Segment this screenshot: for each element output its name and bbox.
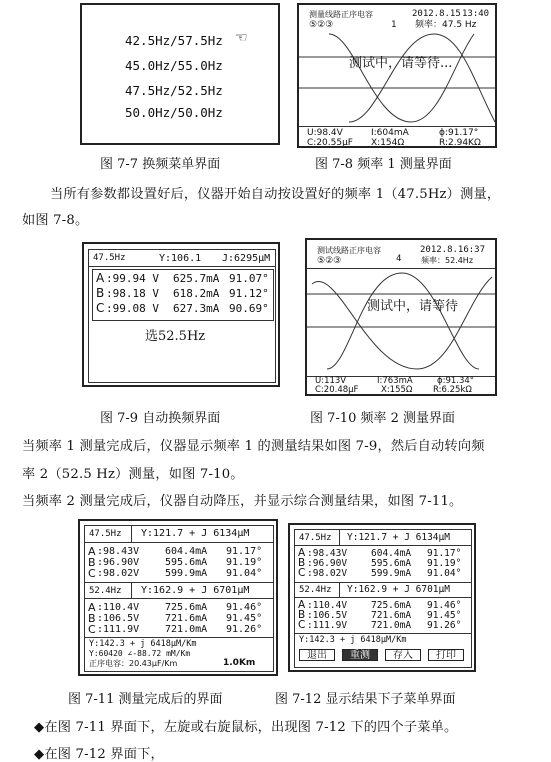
caption-7-8: 图 7-8 频率 1 测量界面	[315, 157, 452, 172]
phase-voltage: :111.9V	[307, 620, 348, 631]
phase-current: 599.9mA	[165, 568, 208, 579]
retest-button[interactable]: 重测	[342, 649, 378, 661]
paragraph-3: 当频率 2 测量完成后，仪器自动降压，并显示综合测量结果，如图 7-11。	[22, 494, 463, 509]
capacitance: C:20.55μF	[307, 138, 353, 148]
freq1: 47.5Hz	[89, 529, 122, 539]
admittance1: Y:121.7 + J 6134μM	[347, 532, 450, 543]
admittance2: Y:162.9 + J 6701μM	[347, 584, 450, 595]
phase-angle: 91.12°	[229, 287, 269, 300]
line-length: 1.0Km	[223, 658, 256, 668]
fig7-12-screen	[288, 523, 476, 672]
phase-label: C	[96, 301, 105, 315]
phase-current: 721.0mA	[371, 620, 412, 631]
phase: ϕ:91.34°	[437, 376, 475, 386]
phase-current: 604.4mA	[371, 548, 412, 559]
current: I:604mA	[371, 128, 409, 138]
phase-angle: 91.46°	[427, 600, 462, 611]
phase-current: 721.0mA	[165, 624, 208, 635]
frequency: 47.5Hz	[93, 253, 126, 263]
phase-angle: 91.19°	[427, 558, 462, 569]
phase-angle: 91.04°	[427, 568, 462, 579]
freq2: 52.4Hz	[89, 586, 122, 596]
reactance: X:155Ω	[381, 385, 413, 395]
freq1: 47.5Hz	[299, 533, 332, 543]
resistance: R:2.94KΩ	[439, 138, 481, 148]
phase-label: A	[88, 601, 96, 614]
phase-label: C	[298, 619, 306, 631]
hand-pointer-icon: ☜	[235, 30, 248, 46]
phase-voltage: :99.94 V	[106, 272, 159, 285]
indicators: ⑤②③	[317, 256, 342, 266]
phase-label: A	[96, 271, 105, 285]
capacitance: C:20.48μF	[315, 385, 359, 395]
freq-option-2[interactable]: 45.0Hz/55.0Hz	[125, 58, 223, 73]
phase-voltage: :98.18 V	[106, 287, 159, 300]
testing-message: 测试中，请等待...	[349, 56, 453, 71]
phase-current: 721.6mA	[165, 613, 208, 624]
admittance2: Y:162.9 + J 6701μM	[141, 585, 250, 596]
measure-number: 1	[391, 20, 397, 30]
phase-angle: 91.45°	[226, 613, 263, 624]
phase-current: 599.9mA	[371, 568, 412, 579]
phase-angle: 91.17°	[427, 548, 462, 559]
caption-7-7: 图 7-7 换频菜单界面	[100, 157, 221, 172]
phase-angle: 91.19°	[226, 557, 263, 568]
print-button[interactable]: 打印	[428, 649, 464, 661]
fig7-8-screen	[297, 3, 497, 148]
admittance: Y:106.1	[159, 253, 202, 264]
testing-message: 测试中，请等待	[367, 299, 459, 314]
summary-admittance: Y:142.3 + j 6418μM/Km	[89, 639, 197, 649]
caption-7-11: 图 7-11 测量完成后的界面	[68, 692, 223, 707]
phase-voltage: :98.02V	[97, 568, 140, 579]
summary-capacitance: 正序电容：20.43μF/Km	[89, 659, 178, 668]
reactance: X:154Ω	[371, 138, 405, 148]
screen-title: 测试线路正序电容	[317, 246, 381, 255]
phase-voltage: :98.02V	[307, 568, 348, 579]
phase-voltage: :98.43V	[307, 548, 348, 559]
phase-angle: 91.26°	[226, 624, 263, 635]
exit-button[interactable]: 退出	[299, 649, 335, 661]
fig7-7-screen	[80, 3, 280, 145]
phase-current: 618.2mA	[173, 287, 220, 300]
j-value: J:6295μM	[222, 253, 271, 264]
phase-voltage: :110.4V	[97, 602, 140, 613]
phase-voltage: :106.5V	[97, 613, 140, 624]
phase-current: 725.6mA	[165, 602, 208, 613]
paragraph-1a: 当所有参数都设置好后，仪器开始自动按设置好的频率 1（47.5Hz）测量，	[50, 187, 501, 202]
date: 2012.8.16:37	[420, 245, 486, 255]
phase-angle: 90.69°	[229, 302, 269, 315]
phase-label: B	[88, 612, 96, 625]
select-frequency-message: 选52.5Hz	[145, 329, 206, 344]
voltage: U:113V	[315, 376, 347, 386]
phase-label: C	[88, 567, 96, 580]
phase-label: C	[88, 623, 96, 636]
phase-angle: 91.26°	[427, 620, 462, 631]
phase-angle: 91.45°	[427, 610, 462, 621]
phase-voltage: :98.43V	[97, 546, 140, 557]
phase-angle: 91.04°	[226, 568, 263, 579]
measure-number: 4	[396, 254, 402, 264]
phase-current: 604.4mA	[165, 546, 208, 557]
phase-current: 595.6mA	[165, 557, 208, 568]
paragraph-1b: 如图 7-8。	[22, 213, 89, 228]
phase-current: 625.7mA	[173, 272, 220, 285]
summary-polar: Y:60420 ∠-88.72 mM/Km	[89, 649, 191, 658]
phase-voltage: :110.4V	[307, 600, 348, 611]
freq-option-3[interactable]: 47.5Hz/52.5Hz	[125, 83, 223, 98]
phase-angle: 91.46°	[226, 602, 263, 613]
phase-voltage: :96.90V	[97, 557, 140, 568]
phase-label: B	[298, 557, 306, 569]
phase-current: 721.6mA	[371, 610, 412, 621]
paragraph-2a: 当频率 1 测量完成后，仪器显示频率 1 的测量结果如图 7-9，然后自动转向频	[22, 439, 485, 454]
frequency-label: 频率：52.4Hz	[421, 256, 474, 265]
phase-label: C	[298, 567, 306, 579]
phase-voltage: :96.90V	[307, 558, 348, 569]
fig7-11-screen	[78, 519, 278, 676]
phase-label: A	[88, 545, 96, 558]
phase-label: B	[88, 556, 96, 569]
resistance: R:6.25kΩ	[433, 385, 472, 395]
caption-7-12: 图 7-12 显示结果下子菜单界面	[275, 692, 456, 707]
fig7-10-screen	[305, 238, 497, 396]
phase-table	[92, 269, 274, 321]
indicators: ⑤②③	[309, 20, 334, 30]
phase-angle: 91.07°	[229, 272, 269, 285]
bullet-1: ◆在图 7-11 界面下，左旋或右旋鼠标，出现图 7-12 下的四个子菜单。	[34, 720, 458, 735]
paragraph-2b: 率 2（52.5 Hz）测量，如图 7-10。	[22, 467, 244, 482]
phase-current: 725.6mA	[371, 600, 412, 611]
phase: ϕ:91.17°	[439, 128, 479, 138]
freq-option-1[interactable]: 42.5Hz/57.5Hz	[125, 33, 223, 48]
phase-current: 627.3mA	[173, 302, 220, 315]
current: I:763mA	[377, 376, 413, 386]
voltage: U:98.4V	[307, 128, 343, 138]
freq-option-4[interactable]: 50.0Hz/50.0Hz	[125, 105, 223, 120]
caption-7-9: 图 7-9 自动换频界面	[100, 411, 221, 426]
phase-voltage: :106.5V	[307, 610, 348, 621]
date: 2012.8.15	[412, 9, 461, 19]
summary-admittance: Y:142.3 + j 6418μM/Km	[299, 635, 407, 645]
bullet-2: ◆在图 7-12 界面下，	[34, 747, 164, 762]
fig7-9-screen	[82, 242, 280, 387]
phase-label: B	[96, 286, 105, 300]
waveform	[299, 32, 495, 128]
screen-title: 测量线路正序电容	[309, 10, 373, 19]
phase-current: 595.6mA	[371, 558, 412, 569]
phase-label: A	[298, 547, 306, 559]
waveform	[307, 269, 495, 377]
save-button[interactable]: 存入	[385, 649, 421, 661]
phase-label: B	[298, 609, 306, 621]
phase-voltage: :111.9V	[97, 624, 140, 635]
time: 13:40	[462, 9, 490, 19]
frequency-label: 频率：47.5 Hz	[415, 20, 477, 30]
freq2: 52.4Hz	[299, 585, 332, 595]
phase-voltage: :99.08 V	[106, 302, 159, 315]
caption-7-10: 图 7-10 频率 2 测量界面	[310, 411, 456, 426]
phase-angle: 91.17°	[226, 546, 263, 557]
admittance1: Y:121.7 + J 6134μM	[141, 528, 250, 539]
phase-label: A	[298, 599, 306, 611]
